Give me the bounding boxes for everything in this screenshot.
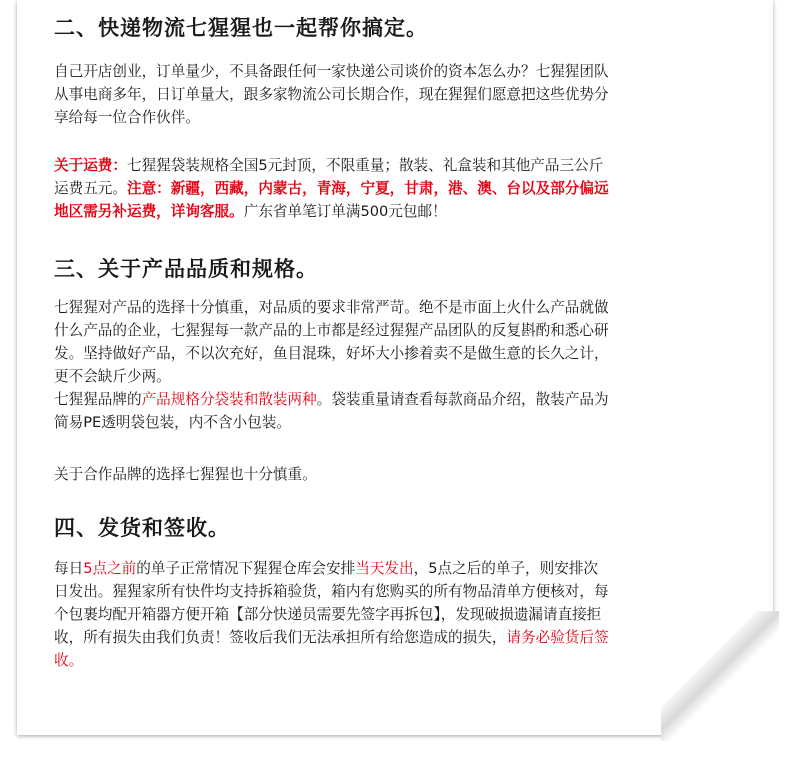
delivery-line: 个包裹均配开箱器方便开箱【部分快递员需要先签字再拆包】，发现破损遗漏请直接拒 [54,606,602,623]
brand-line-1 [54,388,744,411]
same-day-highlight: 当天发出 [355,560,414,577]
section-2-intro [54,60,744,129]
quality-line: 更不会缺斤少两。 [54,368,171,385]
delivery-paragraph [54,557,744,672]
delivery-line: 日发出。猩猩家所有快件均支持拆箱验货，箱内有您购买的所有物品清单方便核对，每 [54,583,609,600]
shipping-label: 关于运费： [54,157,127,174]
inspect-notice: 请务必验货后签 [506,629,609,646]
delivery-line-5 [54,649,744,672]
intro-line: 自己开店创业，订单量少，不具备跟任何一家快递公司谈价的资本怎么办？七猩猩团队 [54,63,609,80]
shipping-line-3 [54,200,744,223]
shipping-line-2 [54,177,744,200]
intro-line: 享给每一位合作伙伴。 [54,109,200,126]
shipping-paragraph [54,154,744,223]
brand-line-2: 简易PE透明袋包装，内不含小包装。 [54,414,291,431]
delivery-text: 的单子正常情况下猩猩仓库会安排 [136,560,356,577]
free-shipping-text: 广东省单笔订单满500元包邮！ [243,203,447,220]
partner-line: 关于合作品牌的选择七猩猩也十分慎重。 [54,466,317,483]
delivery-line-4 [54,626,744,649]
remote-area-notice: 地区需另补运费，详询客服。 [54,203,244,220]
partner-paragraph [54,463,744,486]
packaging-highlight: 产品规格分袋装和散装两种 [141,391,317,408]
section-2-title: 二、快递物流七猩猩也一起帮你搞定。 [54,16,428,40]
remote-area-notice: 注意：新疆，西藏，内蒙古，青海，宁夏，甘肃，港、澳、台以及部分偏远 [126,180,609,197]
delivery-text: 每日 [54,560,84,577]
brand-text: 。袋装重量请查看每款商品介绍，散装产品为 [316,391,609,408]
delivery-text: ，5点之后的单子，则安排次 [413,560,599,577]
quality-line: 什么产品的企业，七猩猩每一款产品的上市都是经过猩猩产品团队的反复斟酌和悉心研 [54,322,609,339]
shipping-text: 运费五元。 [54,180,127,197]
inspect-notice: 收。 [54,652,84,669]
shipping-text: 七猩猩袋装规格全国5元封顶，不限重量；散装、礼盒装和其他产品三公斤 [126,157,604,174]
delivery-line-1 [54,557,744,580]
brand-text: 七猩猩品牌的 [54,391,142,408]
intro-line: 从事电商多年，日订单量大，跟多家物流公司长期合作，现在猩猩们愿意把这些优势分 [54,86,609,103]
paper-sheet [17,0,773,735]
section-3-title: 三、关于产品品质和规格。 [54,257,318,281]
quality-paragraph [54,296,744,434]
quality-line: 发。坚持做好产品，不以次充好，鱼目混珠，好坏大小掺着卖不是做生意的长久之计， [54,345,609,362]
delivery-text: 收，所有损失由我们负责！签收后我们无法承担所有给您造成的损失， [54,629,507,646]
quality-line: 七猩猩对产品的选择十分慎重，对品质的要求非常严苛。绝不是市面上火什么产品就做 [54,299,609,316]
section-4-title: 四、发货和签收。 [54,516,230,540]
cutoff-time-highlight: 5点之前 [83,560,137,577]
shipping-line-1 [54,154,744,177]
